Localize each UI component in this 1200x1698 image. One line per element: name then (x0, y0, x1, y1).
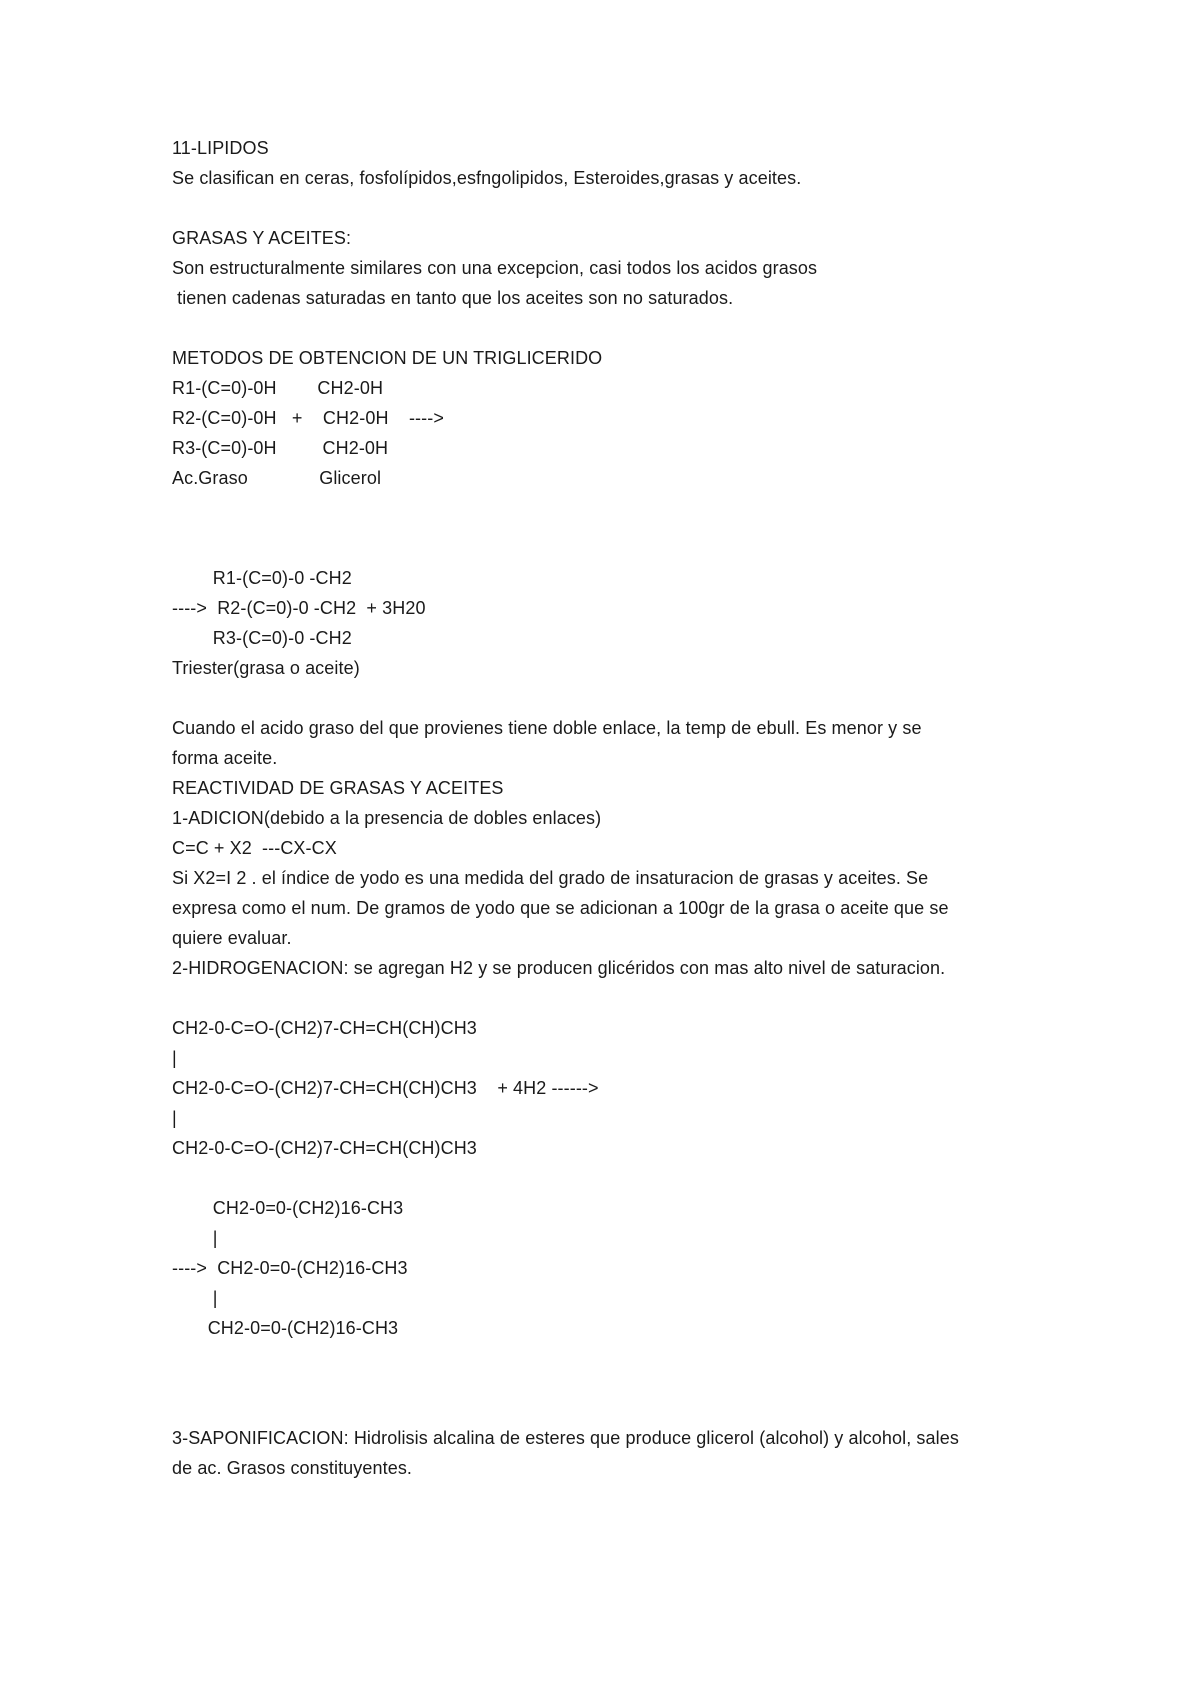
paragraph-line: quiere evaluar. (172, 928, 292, 948)
section-heading-metodos: METODOS DE OBTENCION DE UN TRIGLICERIDO (172, 348, 603, 368)
subsection-heading-saponificacion: 3-SAPONIFICACION: Hidrolisis alcalina de esteres que produce glicerol (alcohol) y alcohol, sales (172, 1428, 959, 1448)
formula-line: CH2-0-C=O-(CH2)7-CH=CH(CH)CH3 (172, 1018, 477, 1038)
section-heading-reactividad: REACTIVIDAD DE GRASAS Y ACEITES (172, 778, 504, 798)
formula-bond-line: | (172, 1108, 177, 1128)
intro-text: Se clasifican en ceras, fosfolípidos,esfngolipidos, Esteroides,grasas y aceites. (172, 168, 802, 188)
paragraph-line: expresa como el num. De gramos de yodo que se adicionan a 100gr de la grasa o aceite que se (172, 898, 949, 918)
formula-line: CH2-0=0-(CH2)16-CH3 (172, 1318, 399, 1338)
paragraph-line: Si X2=I 2 . el índice de yodo es una medida del grado de insaturacion de grasas y aceites. Se (172, 868, 929, 888)
formula-line: R1-(C=0)-0 -CH2 (172, 568, 352, 588)
formula-line: ----> CH2-0=0-(CH2)16-CH3 (172, 1258, 408, 1278)
section-heading-grasas: GRASAS Y ACEITES: (172, 228, 352, 248)
paragraph-line: tienen cadenas saturadas en tanto que los aceites son no saturados. (172, 288, 734, 308)
formula-line: ----> R2-(C=0)-0 -CH2 + 3H20 (172, 598, 426, 618)
paragraph-line: forma aceite. (172, 748, 278, 768)
formula-line: C=C + X2 ---CX-CX (172, 838, 337, 858)
formula-line: CH2-0=0-(CH2)16-CH3 (172, 1198, 404, 1218)
paragraph-line: de ac. Grasos constituyentes. (172, 1458, 413, 1478)
formula-label-line: Ac.Graso Glicerol (172, 468, 382, 488)
paragraph-line: Son estructuralmente similares con una excepcion, casi todos los acidos grasos (172, 258, 818, 278)
formula-bond-line: | (172, 1228, 218, 1248)
formula-bond-line: | (172, 1288, 218, 1308)
formula-label-line: Triester(grasa o aceite) (172, 658, 360, 678)
formula-line: CH2-0-C=O-(CH2)7-CH=CH(CH)CH3 (172, 1138, 477, 1158)
formula-line: CH2-0-C=O-(CH2)7-CH=CH(CH)CH3 + 4H2 ------> (172, 1078, 599, 1098)
formula-bond-line: | (172, 1048, 177, 1068)
subsection-heading-hidrogenacion: 2-HIDROGENACION: se agregan H2 y se producen glicéridos con mas alto nivel de saturacion. (172, 958, 946, 978)
section-heading-lipidos: 11-LIPIDOS (172, 138, 269, 158)
formula-line: R1-(C=0)-0H CH2-0H (172, 378, 384, 398)
formula-line: R3-(C=0)-0H CH2-0H (172, 438, 389, 458)
formula-line: R2-(C=0)-0H + CH2-0H ----> (172, 408, 444, 428)
subsection-heading-adicion: 1-ADICION(debido a la presencia de dobles enlaces) (172, 808, 602, 828)
paragraph-line: Cuando el acido graso del que provienes tiene doble enlace, la temp de ebull. Es menor y se (172, 718, 922, 738)
formula-line: R3-(C=0)-0 -CH2 (172, 628, 352, 648)
